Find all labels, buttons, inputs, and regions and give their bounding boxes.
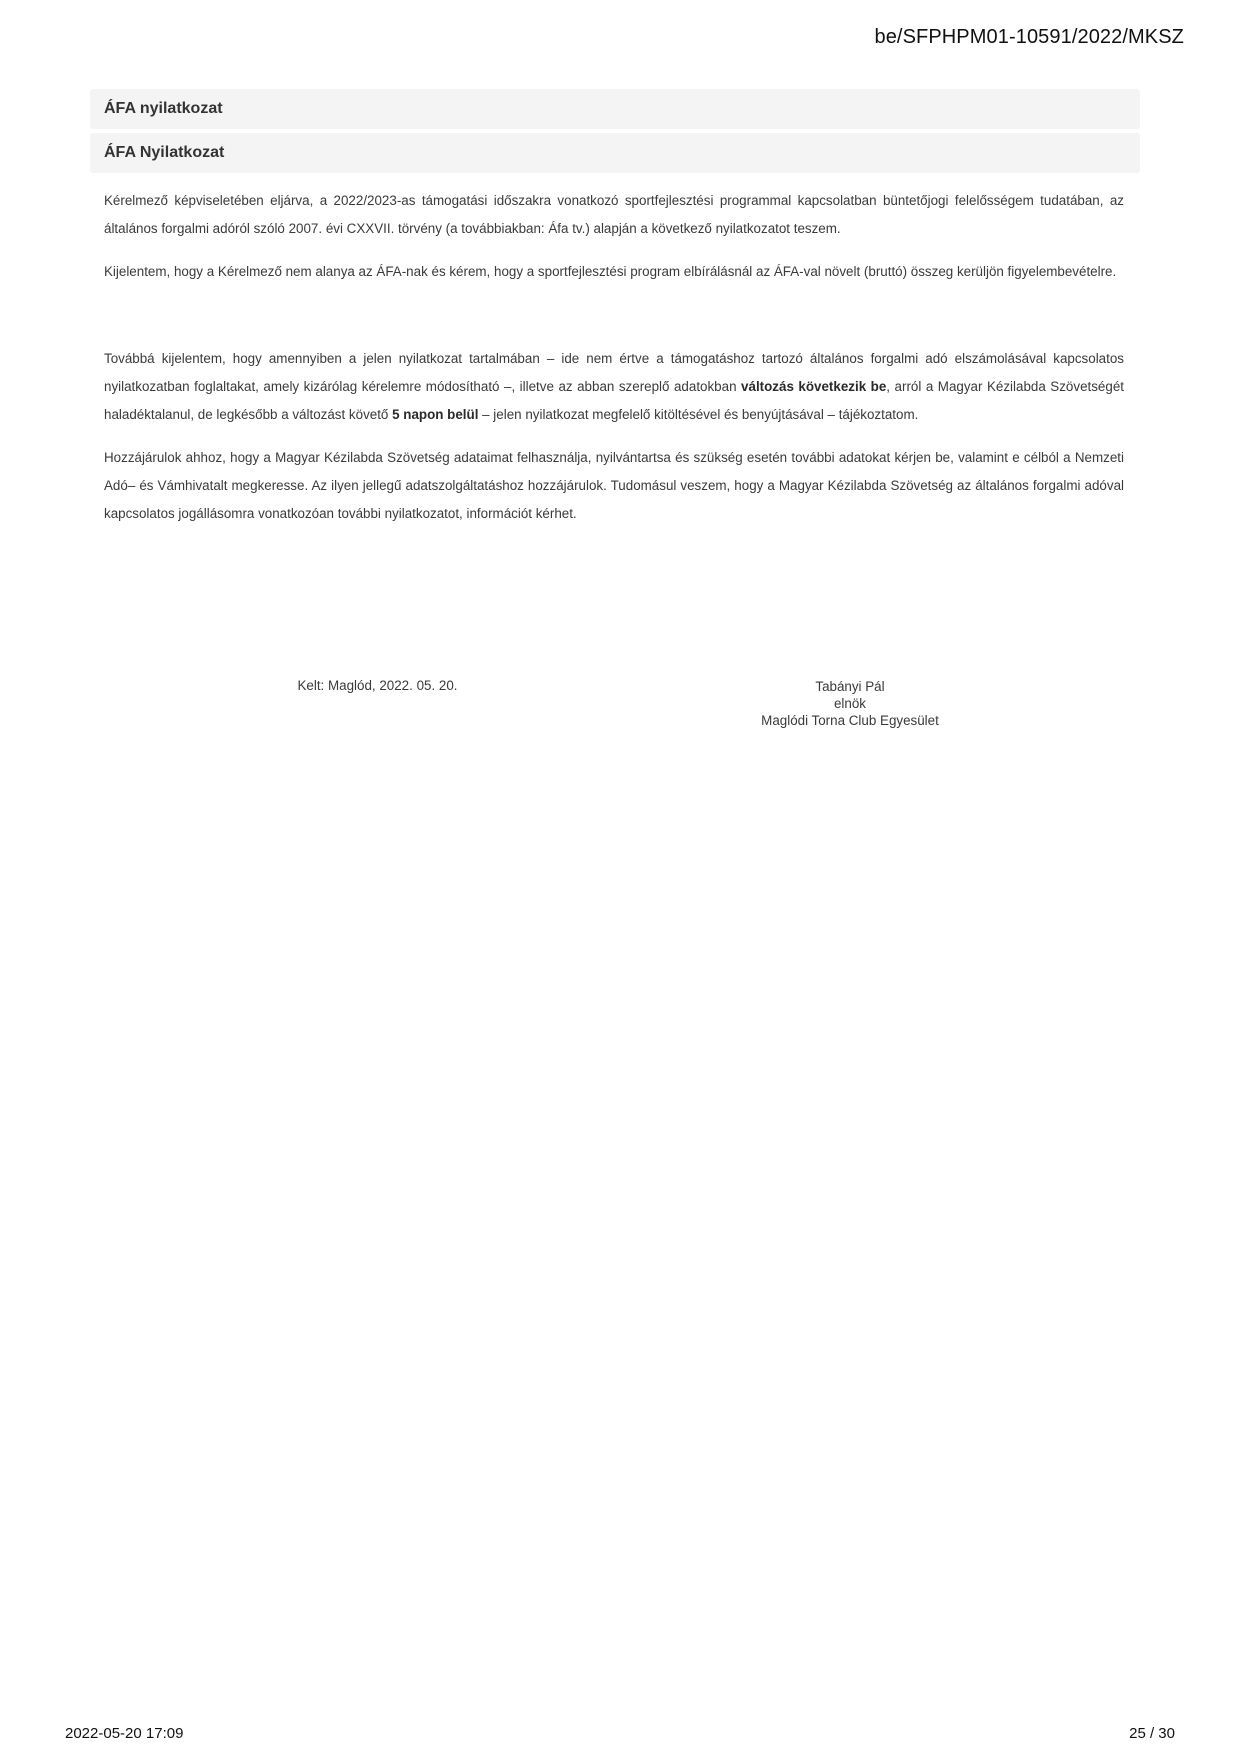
change-notice-emphasis-change: változás következik be xyxy=(741,379,887,394)
footer-page-number: 25 / 30 xyxy=(1129,1725,1175,1742)
paragraph-vat-status xyxy=(104,258,1124,286)
signature-block xyxy=(730,678,970,729)
paragraph-data-consent-text: Hozzájárulok ahhoz, hogy a Magyar Kézilabda Szövetség adataimat felhasználja, nyilvántartsa és szükség esetén további adatokat kérjen be, valamint e célból a Nemzeti Adó– és Vámhivatalt megkeresse. Az ilyen jellegű adatszolgáltatáshoz hozzájárulok. Tudomásul veszem, hogy a Magyar Kézilabda Szövetség az általános forgalmi adóval kapcsolatos jogállásomra vonatkozóan további nyilatkozatot, információt kérhet. xyxy=(104,450,1124,521)
paragraph-data-consent xyxy=(104,444,1124,528)
change-notice-part-c: , arról a Magyar Kézilabda Szövetségét haladéktalanul, de legkésőbb a változást követő xyxy=(104,379,1124,422)
signature-date-place: Kelt: Maglód, 2022. 05. 20. xyxy=(297,678,458,693)
document-id: be/SFPHPM01-10591/2022/MKSZ xyxy=(874,26,1184,48)
paragraph-intro-text: Kérelmező képviseletében eljárva, a 2022/2023-as támogatási időszakra vonatkozó sportfejlesztési programmal kapcsolatban büntetőjogi felelősségem tudatában, az általános forgalmi adóról szóló 2007. évi CXXVII. törvény (a továbbiakban: Áfa tv.) alapján a következő nyilatkozatot teszem. xyxy=(104,193,1124,236)
change-notice-emphasis-deadline: 5 napon belül xyxy=(392,407,479,422)
signatory-organization: Maglódi Torna Club Egyesület xyxy=(761,713,939,728)
subsection-title-afa-nyilatkozat: ÁFA Nyilatkozat xyxy=(90,133,1140,173)
section-title-afa-nyilatkozat: ÁFA nyilatkozat xyxy=(90,89,1140,129)
change-notice-part-a: Továbbá kijelentem, hogy amennyiben a jelen nyilatkozat tartalmában – ide nem értve a támogatáshoz tartozó általános forgalmi adó elszámolásával kapcsolatos nyilatkozatban foglaltakat, amely kizárólag kérelemre módosítható –, illetve az abban szereplő adatokban xyxy=(104,351,1124,394)
paragraph-vat-status-text: Kijelentem, hogy a Kérelmező nem alanya az ÁFA-nak és kérem, hogy a sportfejlesztési program elbírálásnál az ÁFA-val növelt (bruttó) összeg kerüljön figyelembevételre. xyxy=(104,264,1117,279)
paragraph-intro xyxy=(104,187,1124,243)
signatory-role: elnök xyxy=(833,696,866,711)
change-notice-part-e: – jelen nyilatkozat megfelelő kitöltésével és benyújtásával – tájékoztatom. xyxy=(478,407,919,422)
signatory-name: Tabányi Pál xyxy=(815,679,885,694)
paragraph-change-notice-text xyxy=(104,345,1124,429)
footer-timestamp: 2022-05-20 17:09 xyxy=(65,1725,184,1742)
paragraph-change-notice xyxy=(104,345,1124,429)
